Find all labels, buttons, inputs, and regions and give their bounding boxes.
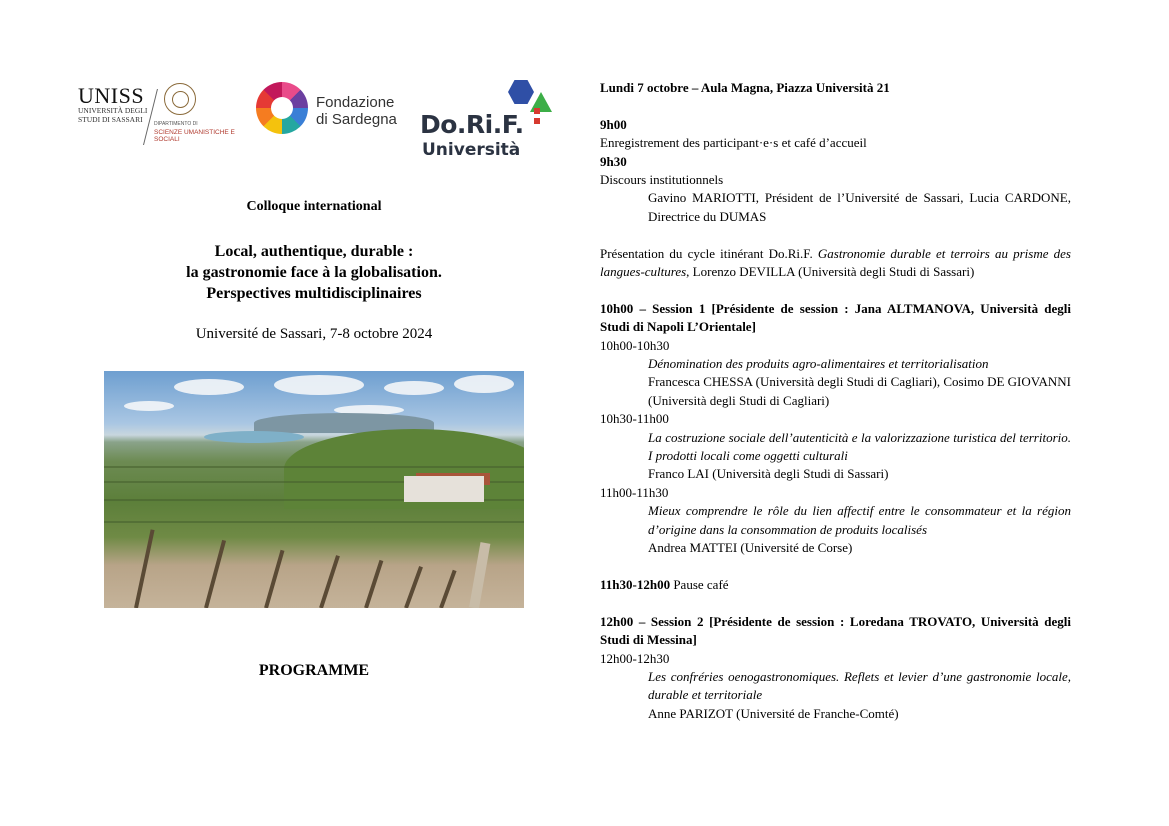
- session-header: 12h00 – Session 2 [Présidente de session : Loredana TROVATO, Università degli Studi di Messina]: [600, 613, 1071, 648]
- vineyard-photo: [104, 371, 524, 608]
- colloque-label: Colloque international: [246, 199, 382, 214]
- title-line-2: la gastronomie face à la globalisation.: [186, 264, 442, 281]
- logos-bar: [78, 78, 568, 164]
- program-schedule: [600, 79, 1071, 723]
- fondazione-logo-text: [316, 94, 397, 128]
- pause-label: Pause café: [670, 576, 729, 592]
- time-slot: 10h30-11h00: [600, 411, 669, 427]
- talk-title: La costruzione sociale dell’autenticità e la valorizzazione turistica del territorio. I prodotti locali come oggetti culturali: [648, 429, 1071, 464]
- fondazione-line1: Fondazione: [316, 94, 395, 111]
- title-line-3: Perspectives multidisciplinaires: [206, 285, 422, 302]
- fondazione-logo: [256, 82, 406, 138]
- slot-description: Enregistrement des participant·e·s et café d’accueil: [600, 135, 867, 151]
- talk-speaker: Andrea MATTEI (Université de Corse): [648, 540, 853, 556]
- presentation-paragraph: [600, 245, 1071, 282]
- fondazione-line2: di Sardegna: [316, 111, 397, 128]
- place-date: Université de Sassari, 7-8 octobre 2024: [195, 326, 433, 342]
- uniss-department: [154, 121, 244, 144]
- time-slot: 10h00-10h30: [600, 337, 670, 353]
- presentation-speaker: , Lorenzo DEVILLA (Università degli Studi di Sassari): [686, 264, 975, 280]
- talk-title: Dénomination des produits agro-alimentaires et territorialisation: [648, 356, 989, 372]
- talk-speaker: Francesca CHESSA (Università degli Studi di Cagliari), Cosimo DE GIOVANNI (Università degli Studi di Cagliari): [648, 374, 1071, 408]
- title-line-1: Local, authentique, durable :: [214, 243, 414, 260]
- talk-title: Les confréries oenogastronomiques. Reflets et levier d’une gastronomie locale, durable et territoriale: [648, 668, 1071, 703]
- uniss-logo-name: UNISS: [78, 83, 145, 108]
- dorif-logo-subtitle: Università: [422, 140, 521, 160]
- slot-speakers: Gavino MARIOTTI, Président de l’Université de Sassari, Lucia CARDONE, Directrice du DUMAS: [648, 190, 1071, 224]
- uniss-department-prefix: DIPARTIMENTO DI: [154, 121, 198, 127]
- time-slot: 9h30: [600, 153, 627, 169]
- talk-speaker: Anne PARIZOT (Université de Franche-Comté): [648, 705, 899, 721]
- fondazione-ring-icon: [256, 82, 308, 134]
- time-slot: 12h00-12h30: [600, 650, 670, 666]
- time-slot: 9h00: [600, 116, 627, 132]
- day-header: Lundi 7 octobre – Aula Magna, Piazza Università 21: [600, 80, 890, 95]
- time-slot: 11h00-11h30: [600, 484, 669, 500]
- dorif-logo-title: Do.Ri.F.: [420, 110, 524, 139]
- talk-title: Mieux comprendre le rôle du lien affectif entre le consommateur et la région d’origine dans la consommation de produits localisés: [648, 503, 1071, 537]
- programme-heading: PROGRAMME: [258, 662, 370, 679]
- presentation-intro: Présentation du cycle itinérant Do.Ri.F.: [600, 245, 818, 261]
- dorif-logo: [418, 78, 563, 164]
- uniss-logo: [78, 83, 243, 148]
- uniss-logo-subtitle: UNIVERSITÀ DEGLI STUDI DI SASSARI: [78, 106, 148, 124]
- talk-speaker: Franco LAI (Università degli Studi di Sassari): [648, 466, 889, 482]
- slot-description: Discours institutionnels: [600, 172, 724, 188]
- colloquium-title: [104, 241, 524, 304]
- hexagon-icon: [508, 80, 534, 104]
- session-header: 10h00 – Session 1 [Présidente de session : Jana ALTMANOVA, Università degli Studi di Napoli L’Orientale]: [600, 300, 1071, 335]
- uniss-department-name: SCIENZE UMANISTICHE E SOCIALI: [154, 128, 235, 143]
- seal-icon: [164, 83, 196, 115]
- presentation-title: Gastronomie durable et terroirs au prisme des langues-cultures: [600, 245, 1071, 280]
- pause-time: 11h30-12h00: [600, 576, 671, 592]
- pause-row: [600, 576, 1071, 594]
